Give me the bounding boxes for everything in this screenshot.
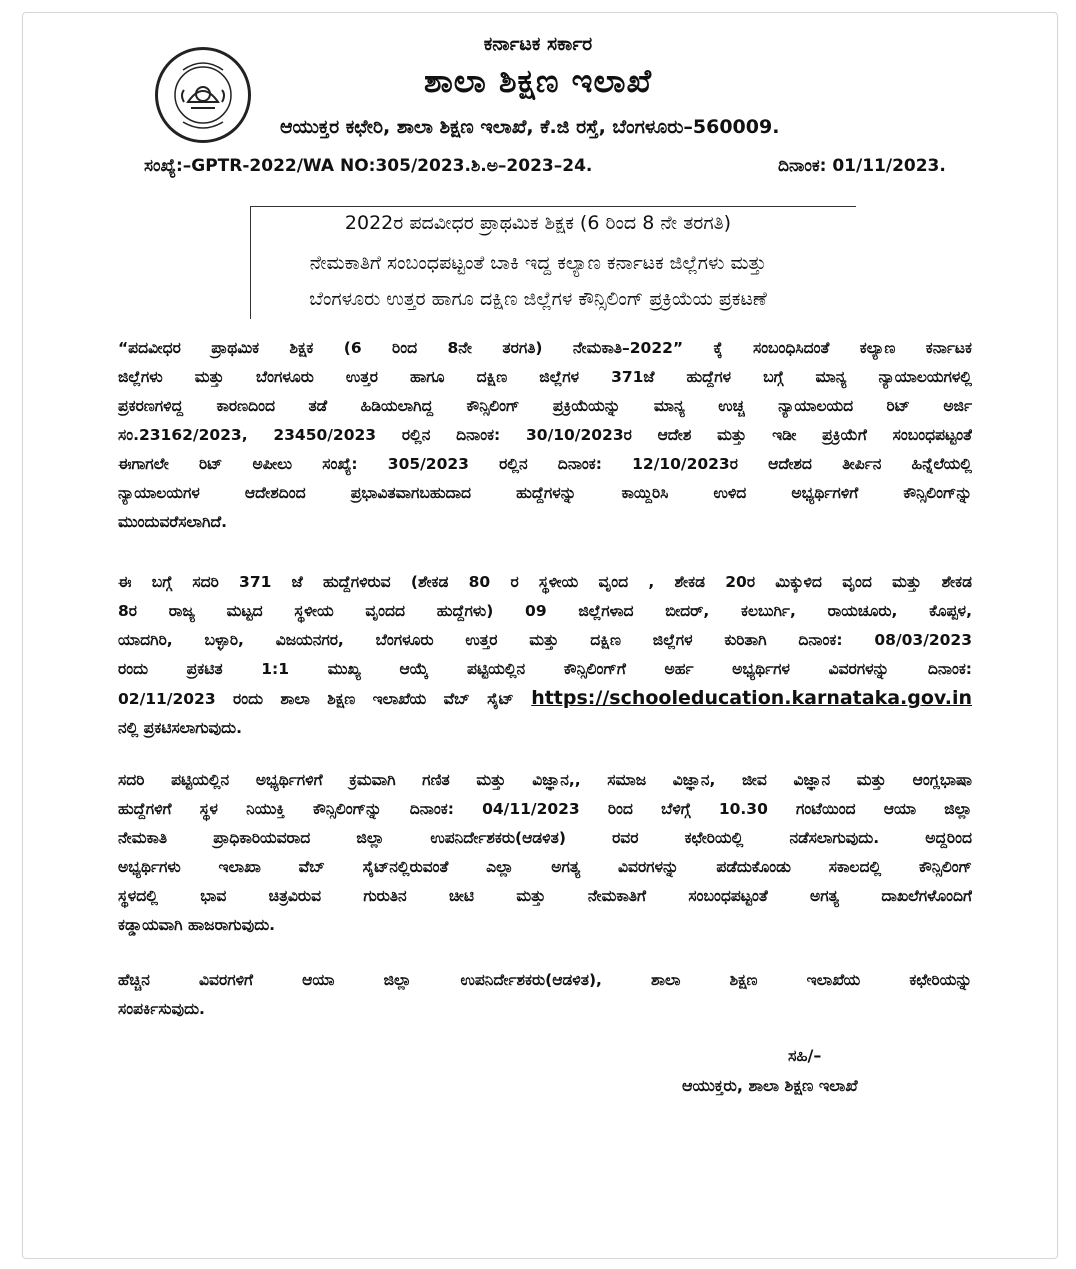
paragraph-line: 02/11/2023 ರಂದು ಶಾಲಾ ಶಿಕ್ಷಣ ಇಲಾಖೆಯ ವೆಬ್ ಸೈಟ್	[118, 690, 514, 708]
paragraph-line: ರಂದು ಪ್ರಕಟಿತ 1:1 ಮುಖ್ಯ ಆಯ್ಕೆ ಪಟ್ಟಿಯಲ್ಲಿನ ಕೌನ್ಸಿಲಿಂಗ್‌ಗೆ ಅರ್ಹ ಅಭ್ಯರ್ಥಿಗಳ ವಿವರಗಳನ್ನು ದಿನಾಂಕ:	[118, 660, 972, 678]
paragraph-line: ಸಂ.23162/2023, 23450/2023 ರಲ್ಲಿನ ದಿನಾಂಕ: 30/10/2023ರ ಆದೇಶ ಮತ್ತು ಇಡೀ ಪ್ರಕ್ರಿಯೆಗೆ ಸಂಬಂಧಪಟ್ಟಂತೆ	[118, 426, 972, 444]
paragraph-line: 8ರ ರಾಜ್ಯ ಮಟ್ಟದ ಸ್ಥಳೀಯ ವೃಂದದ ಹುದ್ದೆಗಳು) 09 ಜಿಲ್ಲೆಗಳಾದ ಬೀದರ್, ಕಲಬುರ್ಗಿ, ರಾಯಚೂರು, ಕೊಪ್ಪಳ,	[118, 602, 972, 620]
title-line-3: ಬೆಂಗಳೂರು ಉತ್ತರ ಹಾಗೂ ದಕ್ಷಿಣ ಜಿಲ್ಲೆಗಳ ಕೌನ್ಸಿಲಿಂಗ್ ಪ್ರಕ್ರಿಯೆಯ ಪ್ರಕಟಣೆ	[309, 288, 767, 310]
reference-number: ಸಂಖ್ಯೆ:–GPTR-2022/WA NO:305/2023.ಶಿ.ಅ–2023–24.	[144, 156, 593, 176]
title-line-2: ನೇಮಕಾತಿಗೆ ಸಂಬಂಧಪಟ್ಟಂತೆ ಬಾಕಿ ಇದ್ದ ಕಲ್ಯಾಣ ಕರ್ನಾಟಕ ಜಿಲ್ಲೆಗಳು ಮತ್ತು	[309, 252, 767, 274]
document-date: ದಿನಾಂಕ: 01/11/2023.	[778, 156, 946, 176]
paragraph-4	[118, 966, 972, 1024]
paragraph-line: “ಪದವೀಧರ ಪ್ರಾಥಮಿಕ ಶಿಕ್ಷಕ (6 ರಿಂದ 8ನೇ ತರಗತಿ) ನೇಮಕಾತಿ–2022” ಕ್ಕೆ ಸಂಬಂಧಿಸಿದಂತೆ ಕಲ್ಯಾಣ ಕರ್ನಾಟಕ	[118, 339, 972, 357]
paragraph-line: ನ್ಯಾಯಾಲಯಗಳ ಆದೇಶದಿಂದ ಪ್ರಭಾವಿತವಾಗಬಹುದಾದ ಹುದ್ದೆಗಳನ್ನು ಕಾಯ್ದಿರಿಸಿ ಉಳಿದ ಅಭ್ಯರ್ಥಿಗಳಿಗೆ ಕೌನ್ಸಿಲಿಂಗ್‌ನ್ನು	[118, 484, 972, 502]
paragraph-line: ಈ ಬಗ್ಗೆ ಸದರಿ 371 ಜೆ ಹುದ್ದೆಗಳಿರುವ (ಶೇಕಡ 80 ರ ಸ್ಥಳೀಯ ವೃಂದ , ಶೇಕಡ 20ರ ಮಿಕ್ಕುಳಿದ ವೃಂದ ಮತ್ತು ಶೇಕಡ	[118, 573, 972, 591]
paragraph-line: ಹೆಚ್ಚಿನ ವಿವರಗಳಿಗೆ ಆಯಾ ಜಿಲ್ಲಾ ಉಪನಿರ್ದೇಶಕರು(ಆಡಳಿತ), ಶಾಲಾ ಶಿಕ್ಷಣ ಇಲಾಖೆಯ ಕಛೇರಿಯನ್ನು	[118, 971, 972, 989]
paragraph-line: ನೇಮಕಾತಿ ಪ್ರಾಧಿಕಾರಿಯವರಾದ ಜಿಲ್ಲಾ ಉಪನಿರ್ದೇಶಕರು(ಆಡಳಿತ) ರವರ ಕಛೇರಿಯಲ್ಲಿ ನಡೆಸಲಾಗುವುದು. ಅದ್ದರಿಂದ	[118, 829, 972, 847]
paragraph-line: ಸದರಿ ಪಟ್ಟಿಯಲ್ಲಿನ ಅಭ್ಯರ್ಥಿಗಳಿಗೆ ಕ್ರಮವಾಗಿ ಗಣಿತ ಮತ್ತು ವಿಜ್ಞಾನ,, ಸಮಾಜ ವಿಜ್ಞಾನ, ಜೀವ ವಿಜ್ಞಾನ ಮತ್ತು ಆಂಗ್ಲಭಾಷಾ	[118, 771, 972, 789]
paragraph-line: ನಲ್ಲಿ ಪ್ರಕಟಿಸಲಾಗುವುದು.	[118, 719, 242, 737]
paragraph-line: ಮುಂದುವರೆಸಲಾಗಿದೆ.	[118, 513, 227, 531]
paragraph-line: ಸ್ಥಳದಲ್ಲಿ ಭಾವ ಚಿತ್ರವಿರುವ ಗುರುತಿನ ಚೀಟಿ ಮತ್ತು ನೇಮಕಾತಿಗೆ ಸಂಬಂಧಪಟ್ಟಂತೆ ಅಗತ್ಯ ದಾಖಲೆಗಳೊಂದಿಗೆ	[118, 887, 972, 905]
paragraph-1	[118, 334, 972, 537]
paragraph-line: ಈಗಾಗಲೇ ರಿಟ್ ಅಪೀಲು ಸಂಖ್ಯೆ: 305/2023 ರಲ್ಲಿನ ದಿನಾಂಕ: 12/10/2023ರ ಆದೇಶದ ತೀರ್ಪಿನ ಹಿನ್ನೆಲೆಯಲ್ಲಿ	[118, 455, 972, 473]
paragraph-line: ಪ್ರಕರಣಗಳಿದ್ದ ಕಾರಣದಿಂದ ತಡೆ ಹಿಡಿಯಲಾಗಿದ್ದ ಕೌನ್ಸಿಲಿಂಗ್ ಪ್ರಕ್ರಿಯೆಯನ್ನು ಮಾನ್ಯ ಉಚ್ಚ ನ್ಯಾಯಾಲಯದ ರಿಟ್ ಅರ್ಜಿ	[118, 397, 972, 415]
signature-mark: ಸಹಿ/–	[788, 1046, 822, 1065]
paragraph-3	[118, 766, 972, 940]
signatory-designation: ಆಯುಕ್ತರು, ಶಾಲಾ ಶಿಕ್ಷಣ ಇಲಾಖೆ	[682, 1076, 858, 1095]
government-name: ಕರ್ನಾಟಕ ಸರ್ಕಾರ	[483, 33, 593, 55]
office-address: ಆಯುಕ್ತರ ಕಛೇರಿ, ಶಾಲಾ ಶಿಕ್ಷಣ ಇಲಾಖೆ, ಕೆ.ಜಿ ರಸ್ತೆ, ಬೆಂಗಳೂರು–560009.	[280, 116, 780, 138]
paragraph-line-with-link	[118, 684, 972, 714]
paragraph-line: ಅಭ್ಯರ್ಥಿಗಳು ಇಲಾಖಾ ವೆಬ್ ಸೈಟ್‌ನಲ್ಲಿರುವಂತೆ ಎಲ್ಲಾ ಅಗತ್ಯ ವಿವರಗಳನ್ನು ಪಡೆದುಕೊಂಡು ಸಕಾಲದಲ್ಲಿ ಕೌನ್ಸಿಲಿಂಗ್	[118, 858, 972, 876]
paragraph-line: ಯಾದಗಿರಿ, ಬಳ್ಳಾರಿ, ವಿಜಯನಗರ, ಬೆಂಗಳೂರು ಉತ್ತರ ಮತ್ತು ದಕ್ಷಿಣ ಜಿಲ್ಲೆಗಳ ಕುರಿತಾಗಿ ದಿನಾಂಕ: 08/03/2023	[118, 631, 972, 649]
paragraph-line: ಹುದ್ದೆಗಳಿಗೆ ಸ್ಥಳ ನಿಯುಕ್ತಿ ಕೌನ್ಸಿಲಿಂಗ್‌ನ್ನು ದಿನಾಂಕ: 04/11/2023 ರಿಂದ ಬೆಳಿಗ್ಗೆ 10.30 ಗಂಟೆಯಿಂದ ಆಯಾ ಜಿಲ್ಲಾ	[118, 800, 972, 818]
paragraph-line: ಜಿಲ್ಲೆಗಳು ಮತ್ತು ಬೆಂಗಳೂರು ಉತ್ತರ ಹಾಗೂ ದಕ್ಷಿಣ ಜಿಲ್ಲೆಗಳ 371ಜೆ ಹುದ್ದೆಗಳ ಬಗ್ಗೆ ಮಾನ್ಯ ನ್ಯಾಯಾಲಯಗಳಲ್ಲಿ	[118, 368, 972, 386]
website-link[interactable]: https://schooleducation.karnataka.gov.in	[531, 687, 972, 709]
department-name: ಶಾಲಾ ಶಿಕ್ಷಣ ಇಲಾಖೆ	[423, 62, 653, 100]
title-line-1: 2022ರ ಪದವೀಧರ ಪ್ರಾಥಮಿಕ ಶಿಕ್ಷಕ (6 ರಿಂದ 8 ನೇ ತರಗತಿ)	[344, 212, 732, 234]
paragraph-line: ಸಂಪರ್ಕಿಸುವುದು.	[118, 1000, 205, 1018]
paragraph-line: ಕಡ್ಡಾಯವಾಗಿ ಹಾಜರಾಗುವುದು.	[118, 916, 276, 934]
paragraph-2	[118, 568, 972, 743]
